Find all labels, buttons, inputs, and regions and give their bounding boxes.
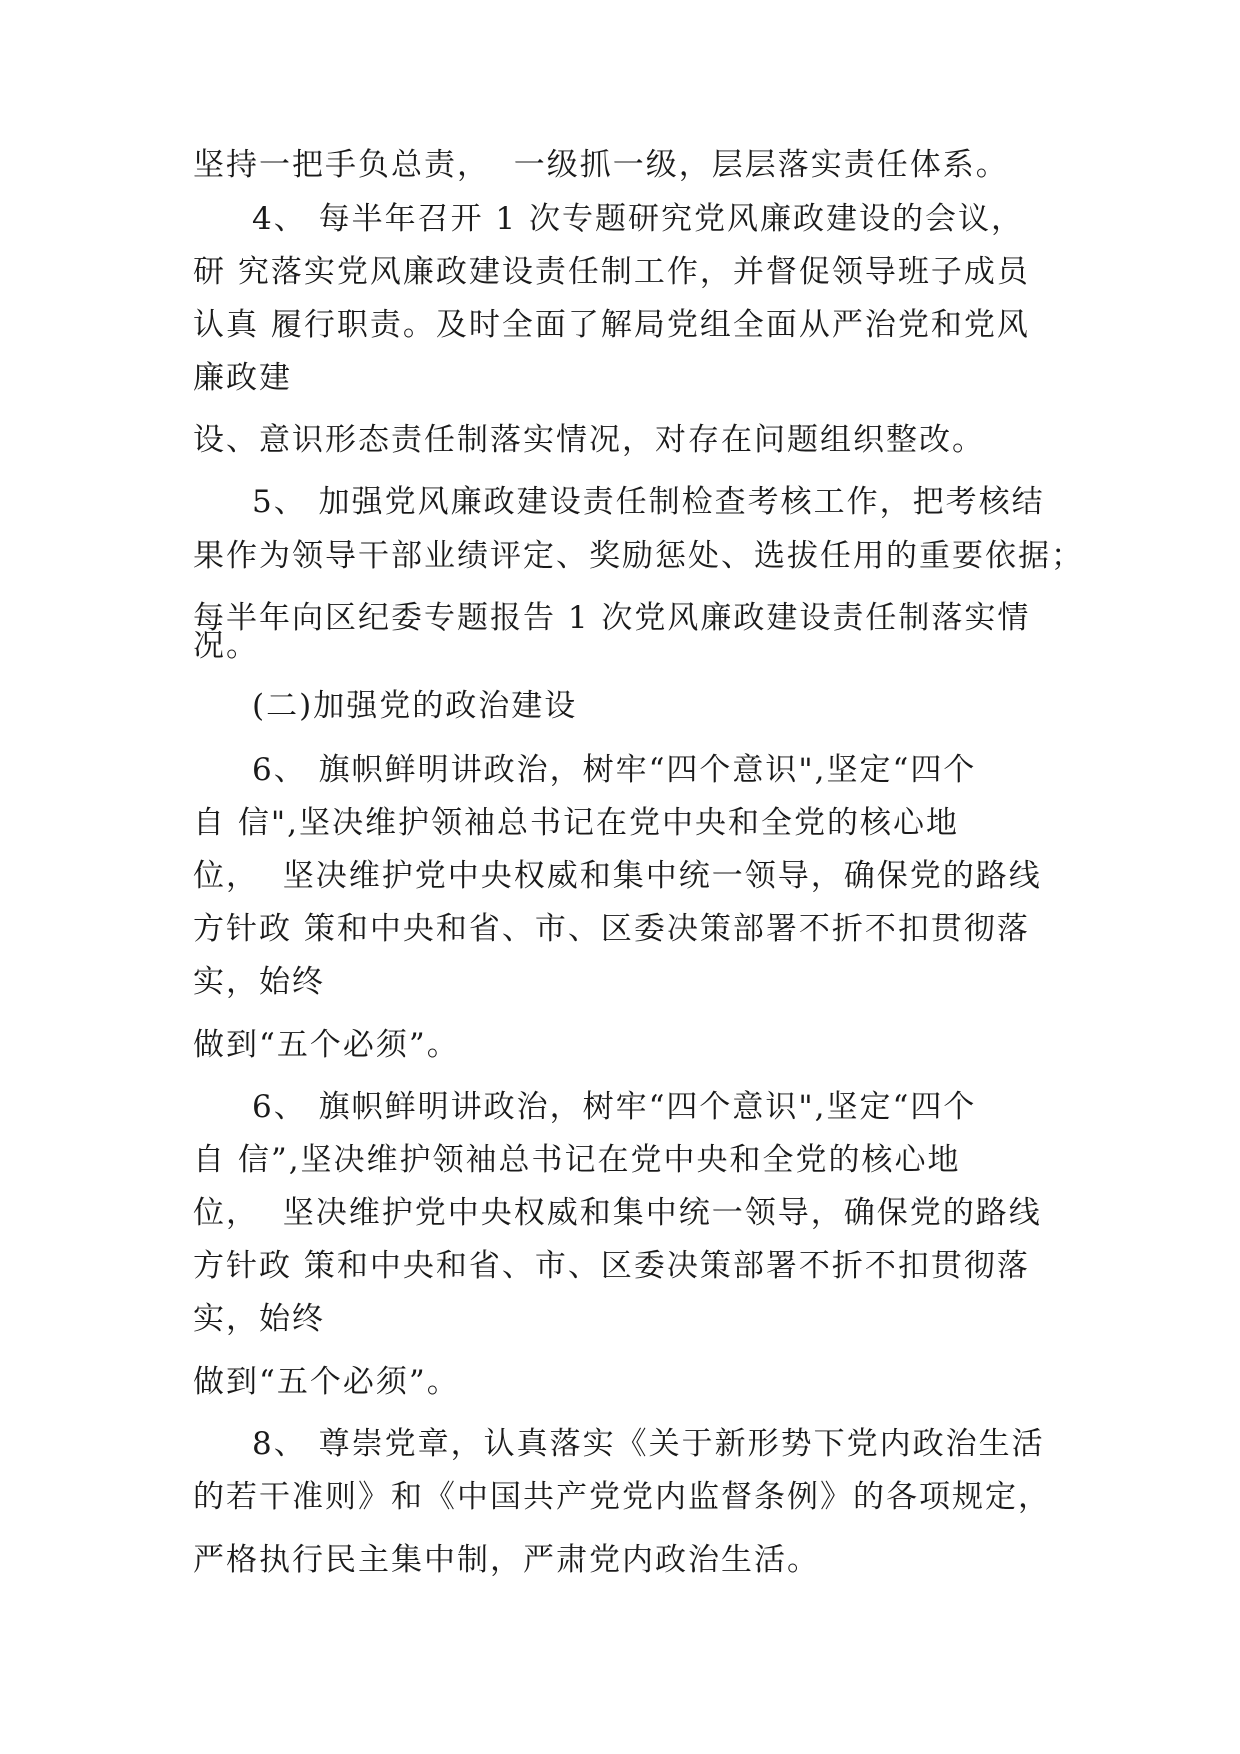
text-line: 5、 加强党风廉政建设责任制检查考核工作，把考核结 — [252, 484, 1045, 520]
text-line: 方针政 策和中央和省、市、区委决策部署不折不扣贯彻落 — [193, 1248, 1030, 1284]
text-line: 实，始终 — [193, 964, 325, 1000]
text-line: 做到“五个必须”。 — [193, 1364, 460, 1400]
text-line: 位， 坚决维护党中央权威和集中统一领导，确保党的路线 — [193, 1195, 1042, 1231]
text-line: 做到“五个必须”。 — [193, 1027, 460, 1063]
text-line: 6、 旗帜鲜明讲政治，树牢“四个意识",坚定“四个 — [252, 752, 977, 788]
text-line: 研 究落实党风廉政建设责任制工作，并督促领导班子成员 — [193, 254, 1030, 290]
text-line: 自 信”,坚决维护领袖总书记在党中央和全党的核心地 — [193, 1142, 961, 1178]
text-line: 设、意识形态责任制落实情况，对存在问题组织整改。 — [193, 422, 985, 458]
text-line: 果作为领导干部业绩评定、奖励惩处、选拔任用的重要依据； — [193, 538, 1084, 574]
text-line: 4、 每半年召开 1 次专题研究党风廉政建设的会议， — [252, 201, 1025, 237]
text-line: 况。 — [193, 628, 259, 664]
text-line: 的若干准则》和《中国共产党党内监督条例》的各项规定， — [193, 1479, 1051, 1515]
text-line: 严格执行民主集中制，严肃党内政治生活。 — [193, 1542, 820, 1578]
text-line: 坚持一把手负总责， 一级抓一级，层层落实责任体系。 — [193, 147, 1009, 183]
text-line: 每半年向区纪委专题报告 1 次党风廉政建设责任制落实情 — [193, 600, 1031, 636]
section-heading: (二)加强党的政治建设 — [252, 688, 578, 724]
text-line: 认真 履行职责。及时全面了解局党组全面从严治党和党风 — [193, 307, 1030, 343]
text-line: 自 信",坚决维护领袖总书记在党中央和全党的核心地 — [193, 805, 959, 841]
text-line: 6、 旗帜鲜明讲政治，树牢“四个意识",坚定“四个 — [252, 1089, 977, 1125]
text-line: 廉政建 — [193, 360, 292, 396]
text-line: 8、 尊崇党章，认真落实《关于新形势下党内政治生活 — [252, 1426, 1045, 1462]
text-line: 位， 坚决维护党中央权威和集中统一领导，确保党的路线 — [193, 858, 1042, 894]
text-line: 实，始终 — [193, 1301, 325, 1337]
text-line: 方针政 策和中央和省、市、区委决策部署不折不扣贯彻落 — [193, 911, 1030, 947]
